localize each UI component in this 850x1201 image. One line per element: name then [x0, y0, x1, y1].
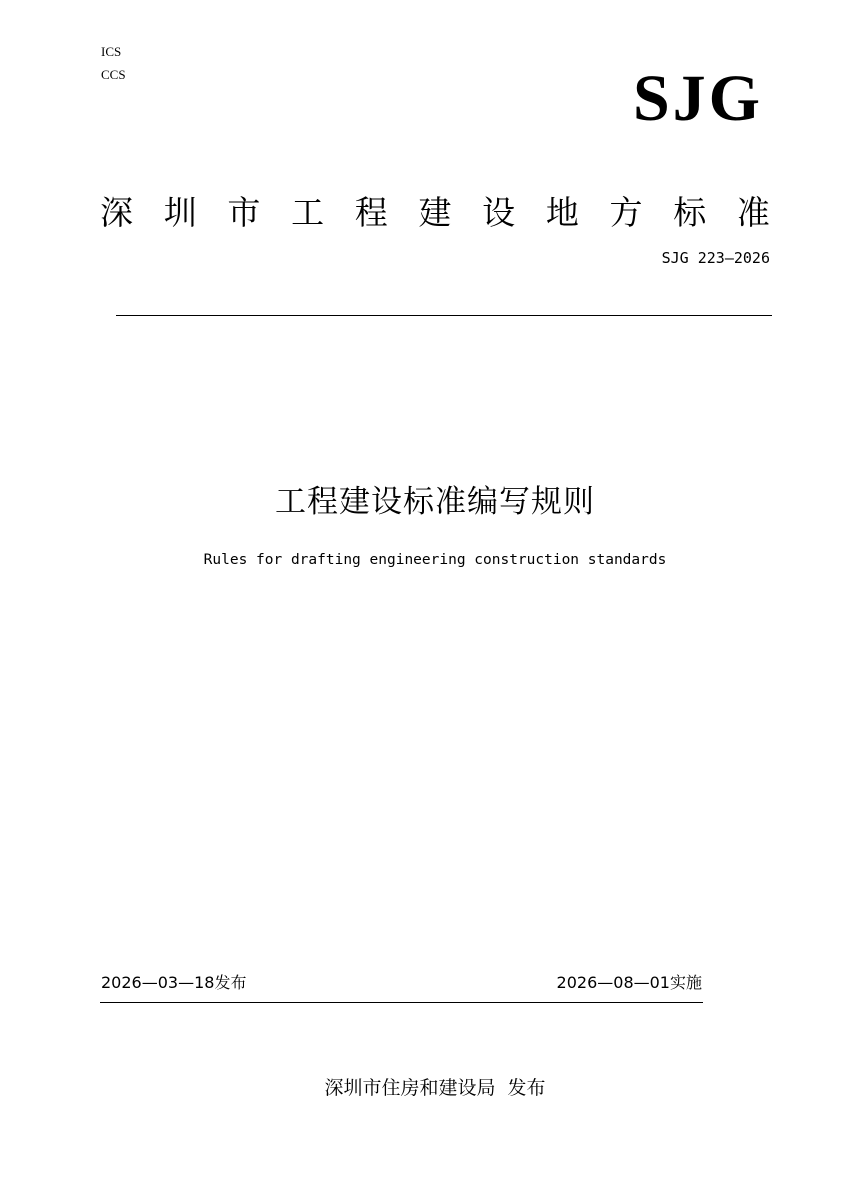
standard-type-char: 市	[227, 193, 261, 232]
standard-type-char: 标	[673, 193, 707, 232]
sjg-logo: SJG	[632, 62, 763, 135]
top-divider	[116, 315, 772, 316]
standard-type-char: 圳	[163, 193, 197, 232]
effective-date: 2026—08—01实施	[556, 973, 702, 992]
standard-type-char: 建	[418, 193, 452, 232]
standard-type-char: 深	[100, 193, 133, 232]
document-title-chinese: 工程建设标准编写规则	[275, 484, 595, 520]
document-title-english: Rules for drafting engineering construction standards	[203, 552, 667, 568]
standard-type-char: 准	[736, 193, 770, 232]
standard-type-char: 地	[545, 193, 579, 232]
bottom-divider	[100, 1002, 703, 1003]
standard-type-char: 设	[482, 193, 516, 232]
release-date: 2026—03—18发布	[101, 973, 247, 992]
standard-type-char: 方	[609, 193, 643, 232]
standard-type-heading	[100, 192, 770, 234]
ccs-label: CCS	[101, 67, 126, 82]
issuer-line: 深圳市住房和建设局 发布	[324, 1077, 546, 1099]
standard-type-char: 工	[291, 193, 325, 232]
standard-type-char: 程	[354, 193, 388, 232]
ics-label: ICS	[101, 44, 122, 59]
standard-number: SJG 223—2026	[661, 249, 770, 267]
